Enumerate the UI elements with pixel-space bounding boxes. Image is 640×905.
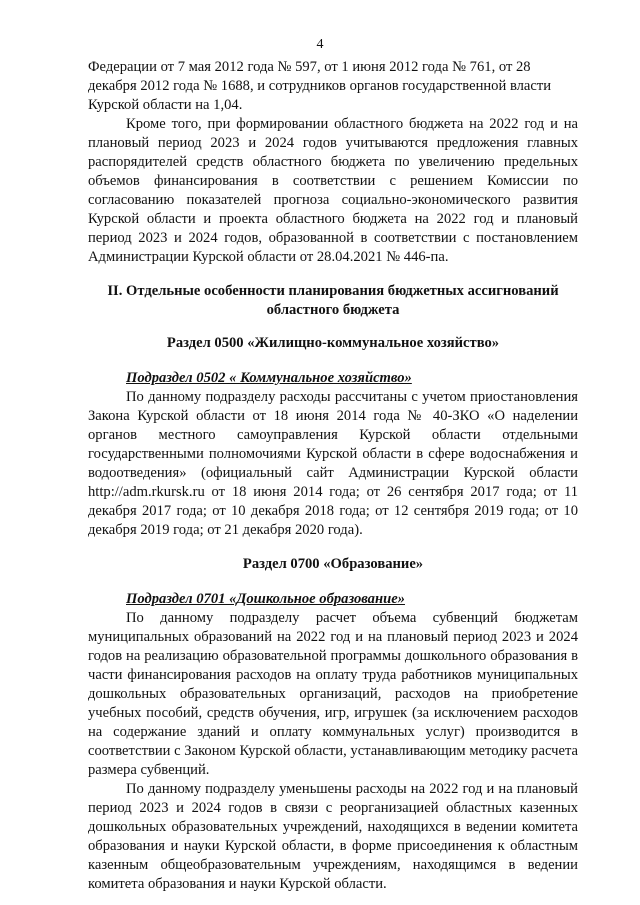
razdel-0500-title: Раздел 0500 «Жилищно-коммунальное хозяйство»: [166, 335, 500, 351]
page-number: 4: [316, 37, 324, 52]
subsection-0701-paragraph-1: По данному подразделу расчет объема субвенций бюджетам муниципальных образований на 2022 год и на плановый период 2023 и 2024 годов на реализацию образовательной программы дошкольного образования в части финансирования расходов на оплату труда работников муниципальных дошкольных образовательных организаций, расходов на приобретение учебных пособий, средств обучения, игр, игрушек (за исключением расходов на содержание зданий и оплату коммунальных услуг) производится в соответствии с Законом Курской области, устанавливающим методику расчета размера субвенций.: [88, 610, 578, 778]
subsection-0701-paragraph-2: По данному подразделу уменьшены расходы на 2022 год и на плановый период 2023 и 2024 годов в связи с реорганизацией областных казенных дошкольных образовательных учреждений, находящихся в ведении комитета образования и науки Курской области, в форме присоединения к областным казенным общеобразовательным учреждениям, находящимся в ведении комитета образования и науки Курской области.: [88, 781, 578, 892]
intro-paragraph-1: Федерации от 7 мая 2012 года № 597, от 1 июня 2012 года № 761, от 28 декабря 2012 года № 1688, и сотрудников органов государственной власти Курской области на 1,04.: [88, 59, 552, 113]
document-body: [88, 58, 578, 894]
razdel-0700-title: Раздел 0700 «Образование»: [242, 556, 424, 572]
intro-paragraph-2: Кроме того, при формировании областного бюджета на 2022 год и на плановый период 2023 и 2024 годов учитываются предложения главных распорядителей средств областного бюджета по увеличению предельных объемов финансирования в соответствии с решением Комиссии по согласованию показателей прогноза социально-экономического развития Курской области и проекта областного бюджета на 2022 год и плановый период 2023 и 2024 годов, образованной в соответствии с постановлением Администрации Курской области от 28.04.2021 № 446-па.: [88, 116, 578, 265]
subsection-0502-text: По данному подразделу расходы рассчитаны с учетом приостановления Закона Курской области от 18 июня 2014 года № 40-ЗКО «О наделении органов местного самоуправления Курской области отдельными государственными полномочиями Курской области в сфере водоснабжения и водоотведения» (официальный сайт Администрации Курской области http://adm.rkursk.ru от 18 июня 2014 года; от 26 сентября 2017 года; от 11 декабря 2017 года; от 10 декабря 2018 года; от 12 сентября 2019 года; от 10 декабря 2019 года; от 21 декабря 2020 года).: [88, 389, 578, 538]
section-2-title: II. Отдельные особенности планирования бюджетных ассигнований областного бюджета: [107, 283, 559, 318]
subsection-0502-title: Подраздел 0502 « Коммунальное хозяйство»: [126, 370, 412, 386]
subsection-0701-title: Подраздел 0701 «Дошкольное образование»: [126, 591, 405, 607]
